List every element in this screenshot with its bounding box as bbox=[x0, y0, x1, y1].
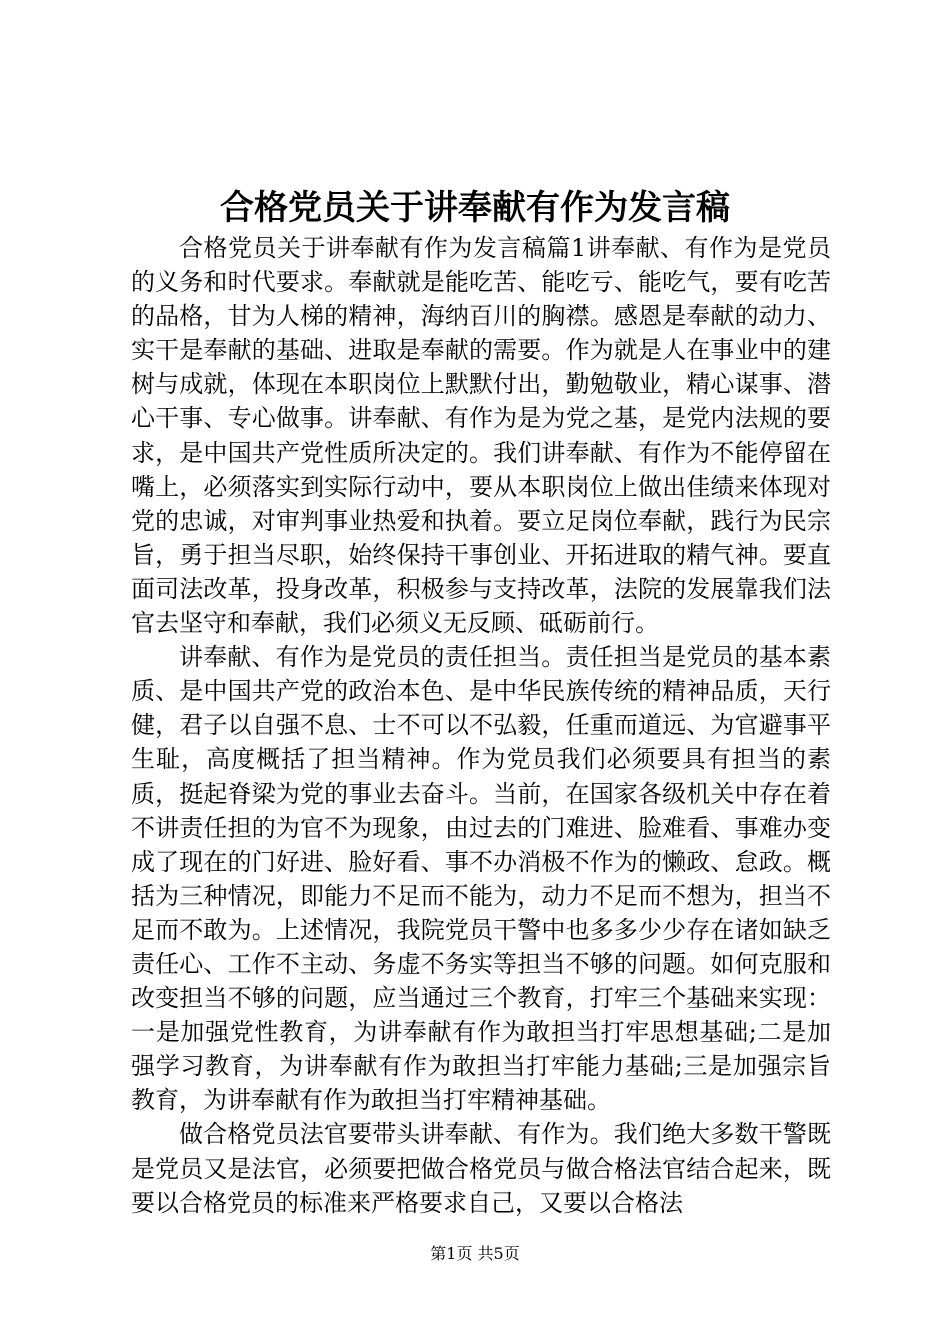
document-title: 合格党员关于讲奉献有作为发言稿 bbox=[220, 188, 730, 228]
paragraph-1: 合格党员关于讲奉献有作为发言稿篇1讲奉献、有作为是党员的义务和时代要求。奉献就是能吃苦、能吃亏、能吃气，要有吃苦的品格，甘为人梯的精神，海纳百川的胸襟。感恩是奉献的动力、实干是奉献的基础、进取是奉献的需要。作为就是人在事业中的建树与成就，体现在本职岗位上默默付出，勤勉敬业，精心谋事、潜心干事、专心做事。讲奉献、有作为是为党之基，是党内法规的要求，是中国共产党性质所决定的。我们讲奉献、有作为不能停留在嘴上，必须落实到实际行动中，要从本职岗位上做出佳绩来体现对党的忠诚，对审判事业热爱和执着。要立足岗位奉献，践行为民宗旨，勇于担当尽职，始终保持干事创业、开拓进取的精气神。要直面司法改革，投身改革，积极参与支持改革，法院的发展靠我们法官去坚守和奉献，我们必须义无反顾、砥砺前行。 bbox=[131, 234, 831, 638]
paragraph-3: 做合格党员法官要带头讲奉献、有作为。我们绝大多数干警既是党员又是法官，必须要把做合格党员与做合格法官结合起来，既要以合格党员的标准来严格要求自己，又要以合格法 bbox=[131, 1120, 831, 1217]
page-footer: 第1页 共5页 bbox=[430, 1244, 520, 1263]
paragraph-2: 讲奉献、有作为是党员的责任担当。责任担当是党员的基本素质、是中国共产党的政治本色、是中华民族传统的精神品质，天行健，君子以自强不息、士不可以不弘毅，任重而道远、为官避事平生耻，高度概括了担当精神。作为党员我们必须要具有担当的素质，挺起脊梁为党的事业去奋斗。当前，在国家各级机关中存在着不讲责任担的为官不为现象，由过去的门难进、脸难看、事难办变成了现在的门好进、脸好看、事不办消极不作为的懒政、怠政。概括为三种情况，即能力不足而不能为，动力不足而不想为，担当不足而不敢为。上述情况，我院党员干警中也多多少少存在诸如缺乏责任心、工作不主动、务虚不务实等担当不够的问题。如何克服和改变担当不够的问题，应当通过三个教育，打牢三个基础来实现：一是加强党性教育，为讲奉献有作为敢担当打牢思想基础;二是加强学习教育，为讲奉献有作为敢担当打牢能力基础;三是加强宗旨教育，为讲奉献有作为敢担当打牢精神基础。 bbox=[131, 643, 831, 1115]
document-body bbox=[131, 231, 831, 1220]
